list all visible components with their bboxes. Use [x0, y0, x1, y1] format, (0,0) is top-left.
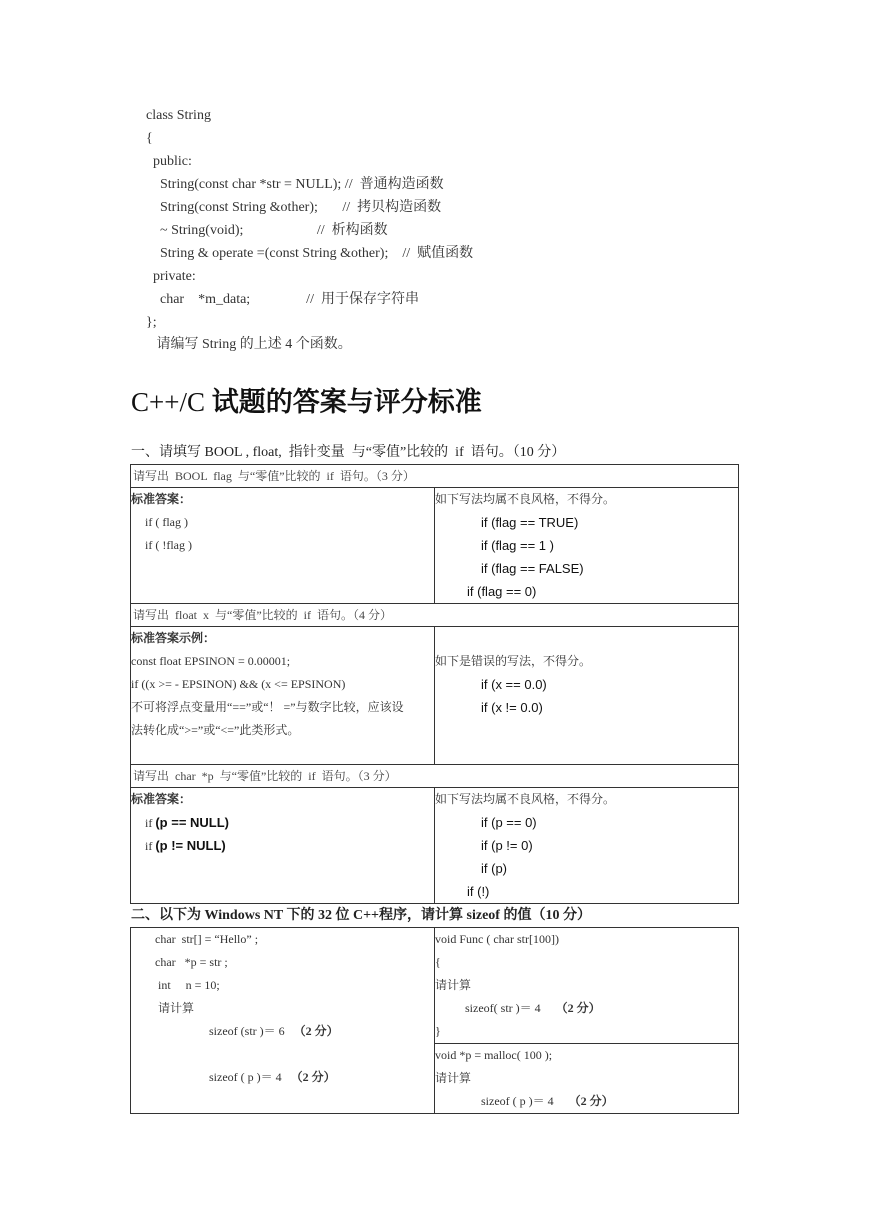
answer-line: if ( !flag ) — [145, 538, 192, 552]
sizeof-left-cell — [131, 928, 435, 1114]
float-caption: 请写出 float x 与“零值”比较的 if 语句。（4 分） — [133, 608, 392, 622]
code-line: } — [435, 1024, 441, 1038]
bool-caption: 请写出 BOOL flag 与“零值”比较的 if 语句。（3 分） — [133, 469, 415, 483]
answer-prefix: if — [145, 816, 156, 830]
bad-style-label: 如下写法均属不良风格，不得分。 — [435, 792, 616, 806]
float-bad-cell — [435, 627, 739, 765]
page-title — [131, 380, 482, 419]
code-line: String(const String &other); // 拷贝构造函数 — [146, 200, 442, 215]
bad-style-line: if (flag == 0) — [467, 584, 537, 599]
bad-style-line: if (p != 0) — [481, 838, 533, 853]
score-label: （2 分） — [293, 1024, 339, 1038]
code-line: ~ String(void); // 析构函数 — [146, 223, 388, 238]
score-label: （2 分） — [568, 1094, 614, 1108]
answer-line: if ( flag ) — [145, 515, 188, 529]
answer-line: const float EPSINON = 0.00001; — [131, 654, 291, 668]
code-line: void Func ( char str[100]) — [435, 932, 559, 946]
code-line: private: — [146, 269, 196, 284]
bad-style-line: if (flag == FALSE) — [481, 561, 584, 576]
code-line: int n = 10; — [155, 978, 220, 992]
compute-label: 请计算 — [435, 978, 472, 992]
pointer-caption: 请写出 char *p 与“零值”比较的 if 语句。（3 分） — [133, 769, 397, 783]
float-caption-cell — [131, 604, 739, 627]
question-1-table — [130, 464, 739, 904]
code-line: { — [435, 955, 441, 969]
code-line: class String — [146, 108, 211, 123]
bad-style-label: 如下是错误的写法，不得分。 — [435, 654, 592, 668]
sizeof-func-cell — [435, 928, 739, 1044]
answer-code: (p != NULL) — [155, 838, 226, 853]
bad-style-line: if (p == 0) — [481, 815, 537, 830]
sizeof-result: sizeof (str )＝ 6 （2 分） — [209, 1024, 339, 1038]
pointer-answer-cell — [131, 788, 435, 904]
answer-label: 标准答案： — [131, 492, 192, 506]
code-line: char str[] = “Hello” ; — [155, 932, 259, 946]
code-line: void *p = malloc( 100 ); — [435, 1048, 553, 1062]
bad-style-label: 如下写法均属不良风格，不得分。 — [435, 492, 616, 506]
answer-code: (p == NULL) — [155, 815, 230, 830]
bool-caption-cell — [131, 465, 739, 488]
answer-label: 标准答案： — [131, 792, 192, 806]
bool-bad-cell — [435, 488, 739, 604]
question-2-table — [130, 927, 739, 1114]
bad-style-line: if (!) — [467, 884, 490, 899]
answer-line — [131, 834, 434, 857]
score-label: （2 分） — [290, 1070, 336, 1084]
title-prefix: C++/C — [131, 387, 212, 417]
answer-label: 标准答案示例： — [131, 631, 216, 645]
answer-prefix: if — [145, 839, 156, 853]
answer-note: 法转化成“>=”或“<=”此类形式。 — [131, 723, 300, 737]
question-2-title: 二、以下为 Windows NT 下的 32 位 C++程序，请计算 sizeof 的值（10 分） — [131, 908, 591, 923]
answer-line — [131, 811, 434, 834]
code-line: String(const char *str = NULL); // 普通构造函数 — [146, 177, 444, 192]
sizeof-result: sizeof ( p )＝ 4 （2 分） — [209, 1070, 336, 1084]
sizeof-malloc-cell — [435, 1044, 739, 1114]
code-line: public: — [146, 154, 192, 169]
pointer-bad-cell — [435, 788, 739, 904]
compute-label: 请计算 — [435, 1071, 472, 1085]
title-text: 试题的答案与评分标准 — [211, 387, 482, 418]
sizeof-result: sizeof ( p )＝ 4 （2 分） — [481, 1094, 614, 1108]
pointer-caption-cell — [131, 765, 739, 788]
sizeof-result: sizeof( str )＝ 4 （2 分） — [465, 1001, 601, 1015]
code-line: char *p = str ; — [155, 955, 228, 969]
code-line: }; — [146, 315, 157, 330]
float-answer-cell — [131, 627, 435, 765]
question-1-title: 一、请填写 BOOL , float, 指针变量 与“零值”比较的 if 语句。（10 分） — [131, 445, 566, 460]
bad-style-line: if (flag == TRUE) — [481, 515, 579, 530]
bool-answer-cell — [131, 488, 435, 604]
code-line: char *m_data; // 用于保存字符串 — [146, 292, 419, 307]
code-line: String & operate =(const String &other); // 赋值函数 — [146, 246, 474, 261]
bad-style-line: if (flag == 1 ) — [481, 538, 554, 553]
answer-line: if ((x >= - EPSINON) && (x <= EPSINON) — [131, 677, 346, 691]
bad-style-line: if (p) — [481, 861, 507, 876]
bad-style-line: if (x != 0.0) — [481, 700, 543, 715]
code-line: { — [146, 131, 153, 146]
answer-note: 不可将浮点变量用“==”或“！ =”与数字比较，应该设 — [131, 700, 404, 714]
score-label: （2 分） — [555, 1001, 601, 1015]
bad-style-line: if (x == 0.0) — [481, 677, 547, 692]
compute-label: 请计算 — [155, 1001, 195, 1015]
question-instruction: 请编写 String 的上述 4 个函数。 — [146, 337, 352, 352]
